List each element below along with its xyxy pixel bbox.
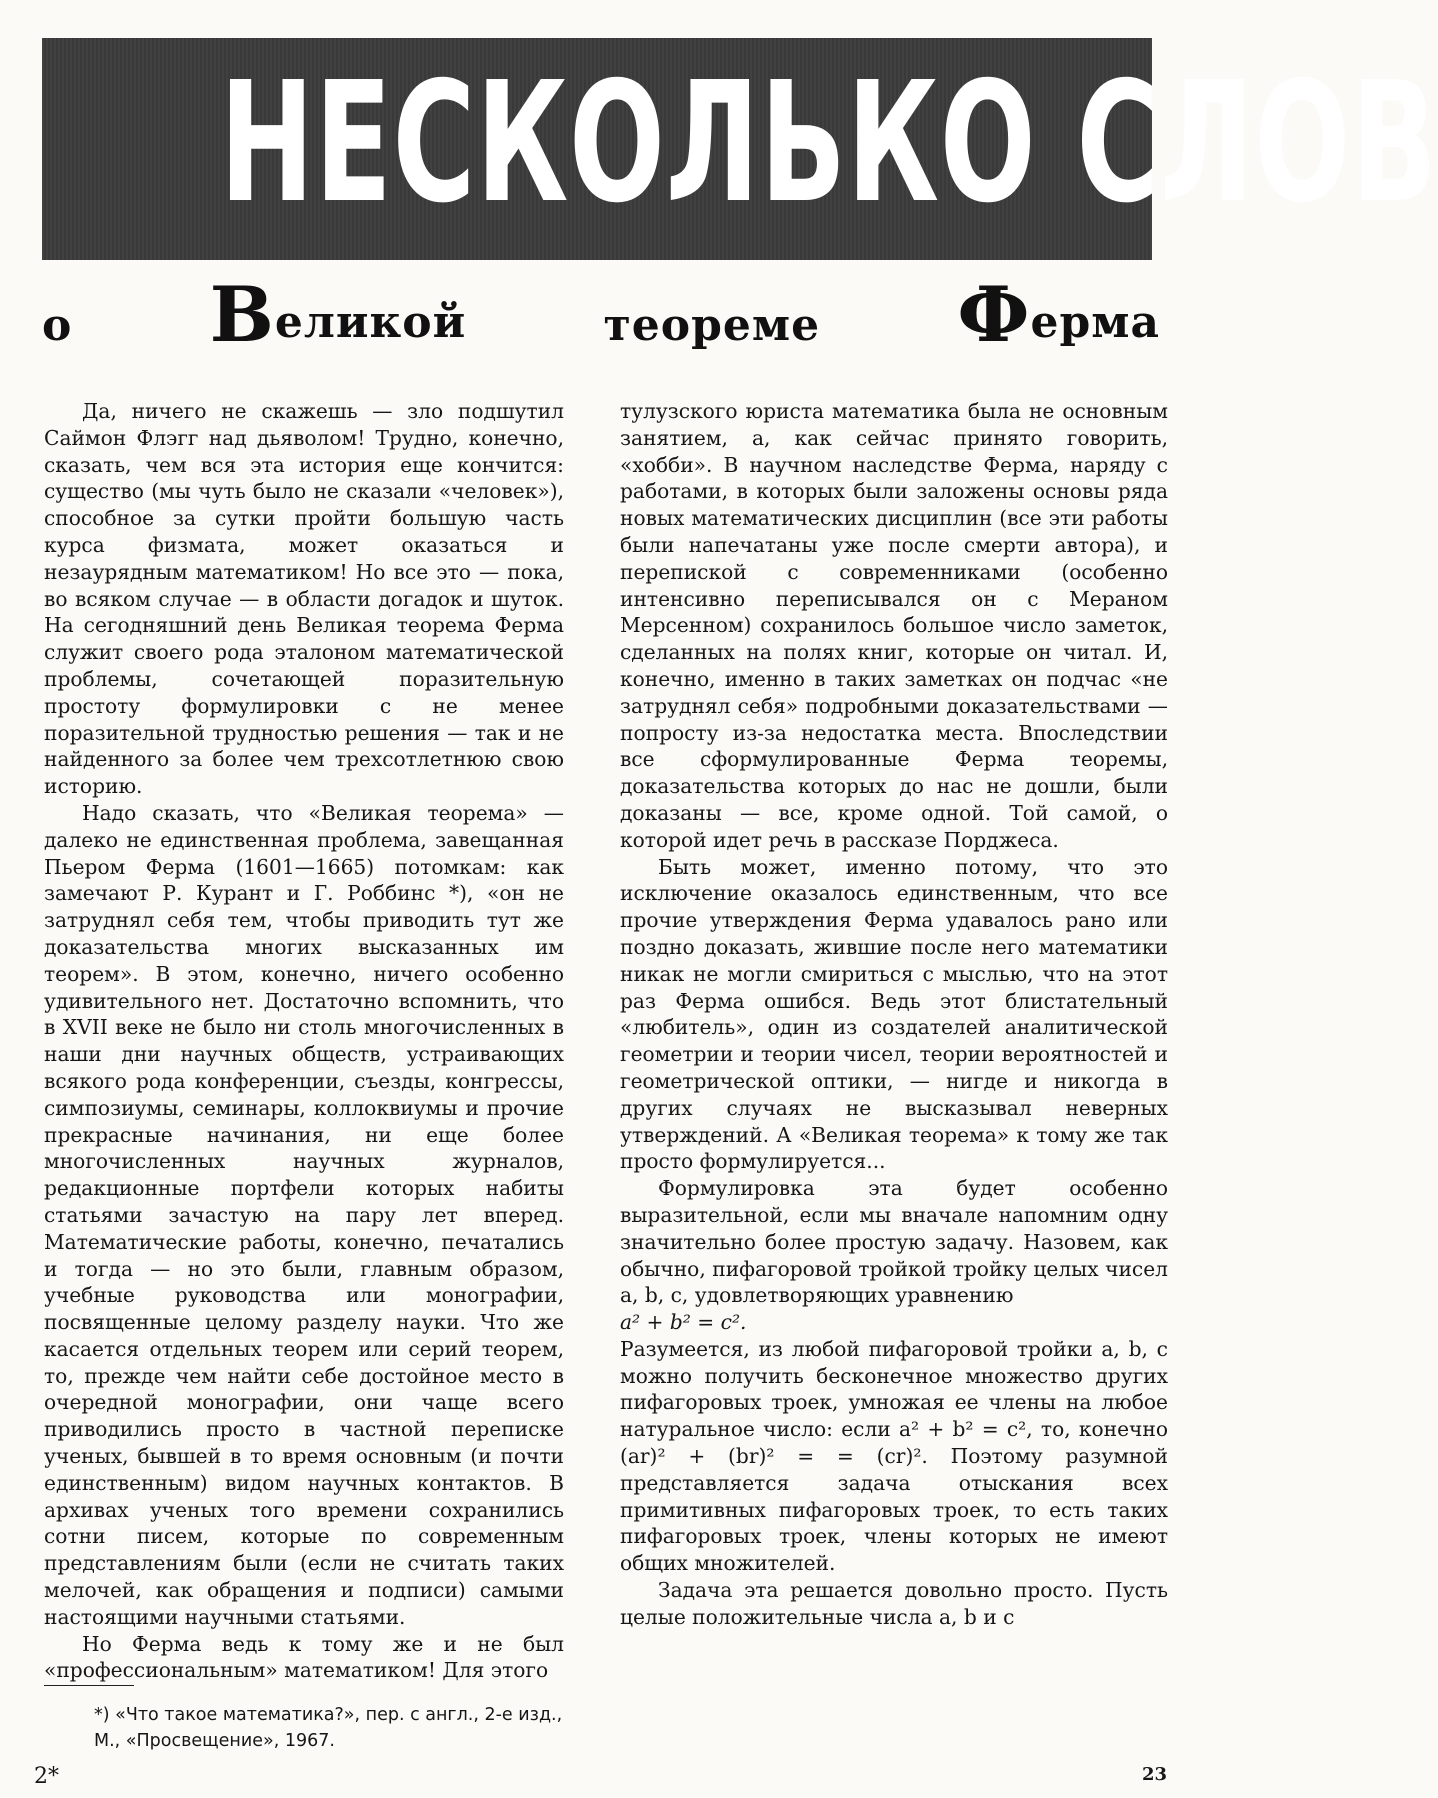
pythagorean-formula: a² + b² = c². bbox=[620, 1310, 747, 1335]
left-column bbox=[44, 398, 564, 1684]
subtitle-word-great-rest: еликой bbox=[274, 297, 467, 348]
subtitle-word-great bbox=[209, 270, 467, 359]
paragraph: Да, ничего не скажешь — зло подшутил Саймон Флэгг над дьяволом! Трудно, конечно, сказать, чем вся эта история еще кончится: существо (мы чуть было не сказали «человек»), способное за сутки пройти большую часть курса физмата, может оказаться и незаурядным математиком! Но все это — пока, во всяком случае — в области догадок и шуток. На сегодняшний день Великая теорема Ферма служит своего рода эталоном математической проблемы, сочетающей поразительную простоту формулировки с не менее поразительной трудностью решения — так и не найденного за более чем трехсотлетнюю свою историю. bbox=[44, 399, 564, 799]
paragraph: Но Ферма ведь к тому же и не был «профессиональным» математиком! Для этого bbox=[44, 1631, 564, 1683]
paragraph: Разумеется, из любой пифагоровой тройки a, b, c можно получить бесконечное множество других пифагоровых троек, умножая ее члены на любое натуральное число: если a² + b² = c², то, конечно (ar)² + (br)² = = (cr)². Поэтому разумной представляется задача отыскания всех примитивных пифагоровых троек, то есть таких пифагоровых троек, члены которых не имеют общих множителей. bbox=[620, 1336, 1168, 1576]
subtitle-initial-f: Ф bbox=[957, 270, 1031, 359]
paragraph: тулузского юриста математика была не основным занятием, а, как сейчас принято говорить, «хобби». В научном наследстве Ферма, наряду с работами, в которых были заложены основы ряда новых математических дисциплин (все эти работы были напечатаны уже после смерти автора), и перепиской с современниками (особенно интенсивно переписывался он с Мераном Мерсенном) сохранилось большое число заметок, сделанных на полях книг, которые он читал. И, конечно, именно в таких заметках он подчас «не затруднял себя» подробными доказательствами — попросту из-за недостатка места. Впоследствии все сформулированные Ферма теоремы, доказательства которых до нас не дошли, были доказаны — все, кроме одной. Той самой, о которой идет речь в рассказе Порджеса. bbox=[620, 399, 1168, 852]
paragraph: Надо сказать, что «Великая теорема» — далеко не единственная проблема, завещанная Пьером Ферма (1601—1665) потомкам: как замечают Р. Курант и Г. Роббинс *), «он не затруднял себя тем, чтобы приводить тут же доказательства многих высказанных им теорем». В этом, конечно, ничего особенно удивительного нет. Достаточно вспомнить, что в XVII веке не было ни столь многочисленных в наши дни научных обществ, устраивающих всякого рода конференции, съезды, конгрессы, симпозиумы, семинары, коллоквиумы и прочие прекрасные начинания, ни еще более многочисленных научных журналов, редакционные портфели которых набиты статьями зачастую на пару лет вперед. Математические работы, конечно, печатались и тогда — но это были, главным образом, учебные руководства или монографии, посвященные целому разделу науки. Что же касается отдельных теорем или серий теорем, то, прежде чем найти себе достойное место в очередной монографии, они чаще всего приводились просто в частной переписке ученых, бывшей в то время основным (и почти единственным) видом научных контактов. В архивах ученых того времени сохранились сотни писем, которые по современным представлениям были (если не считать таких мелочей, как обращения и подписи) самыми настоящими научными статьями. bbox=[44, 800, 564, 1629]
page-number: 23 bbox=[1142, 1764, 1168, 1785]
page-title: НЕСКОЛЬКО СЛОВ bbox=[219, 47, 1438, 240]
subtitle-word-fermat-rest: ерма bbox=[1030, 297, 1160, 348]
subtitle-word-o: о bbox=[42, 300, 73, 351]
subtitle-word-fermat bbox=[957, 270, 1160, 359]
footnote-rule bbox=[44, 1685, 134, 1686]
paragraph: Быть может, именно потому, что это исключение оказалось единственным, что все прочие утверждения Ферма удавалось рано или поздно доказать, жившие после него математики никак не могли смириться с мыслью, что на этот раз Ферма ошибся. Ведь этот блистательный «любитель», один из создателей аналитической геометрии и теории чисел, теории вероятностей и геометрической оптики, — нигде и никогда в других случаях не высказывал неверных утверждений. А «Великая теорема» к тому же так просто формулируется... bbox=[620, 854, 1168, 1174]
footnote: *) «Что такое математика?», пер. с англ., 2-е изд., М., «Просвещение», 1967. bbox=[94, 1705, 563, 1751]
subtitle-word-theorem: теореме bbox=[603, 300, 821, 351]
subtitle-initial-v: В bbox=[209, 270, 275, 359]
signature-mark: 2* bbox=[34, 1764, 59, 1789]
right-column bbox=[620, 398, 1168, 1631]
page-subtitle bbox=[42, 262, 1160, 359]
paragraph: Задача эта решается довольно просто. Пусть целые положительные числа a, b и c bbox=[620, 1578, 1168, 1629]
title-banner bbox=[42, 38, 1438, 260]
paragraph: Формулировка эта будет особенно выразительной, если мы вначале напомним одну значительно более простую задачу. Назовем, как обычно, пифагоровой тройкой тройку целых чисел a, b, c, удовлетворяющих уравнению bbox=[620, 1176, 1168, 1308]
